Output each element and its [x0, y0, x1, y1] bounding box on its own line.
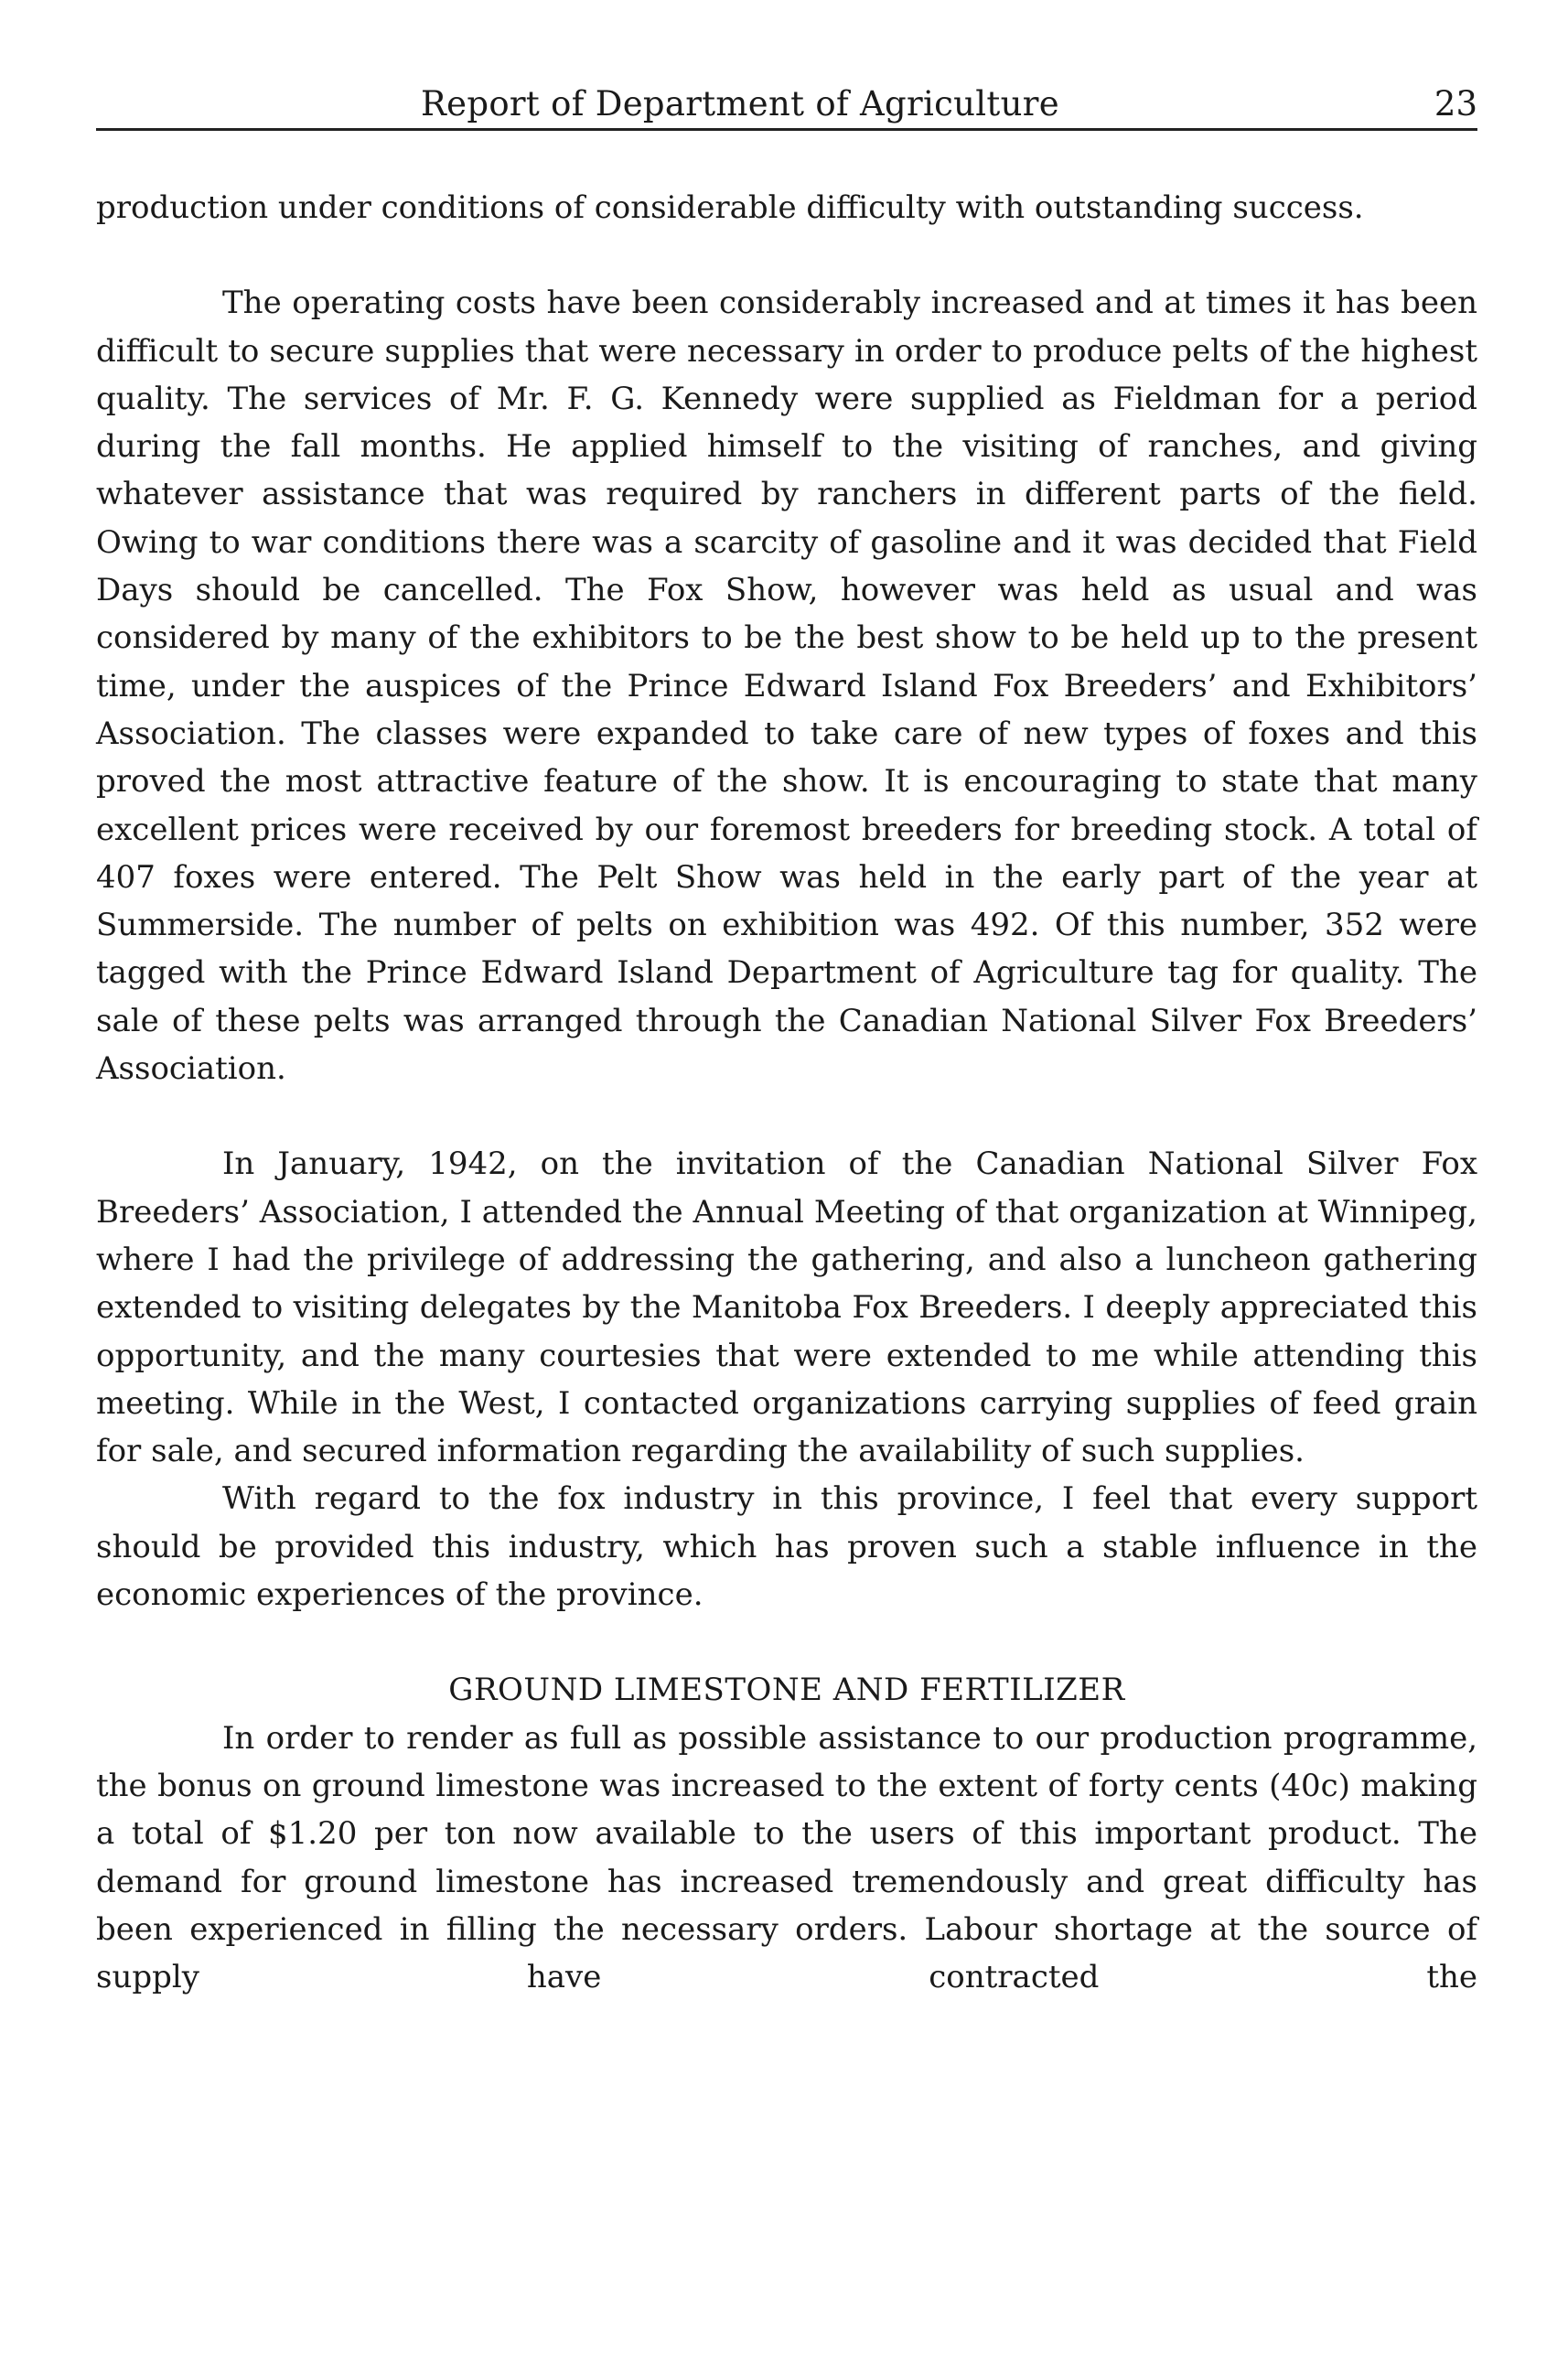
page-number: 23: [1434, 84, 1477, 124]
section-heading: GROUND LIMESTONE AND FERTILIZER: [448, 1672, 1125, 1709]
running-header-title: Report of Department of Agriculture: [421, 84, 1059, 124]
paragraph-continued: production under conditions of considerable difficulty with outstanding success.: [96, 189, 1364, 226]
body-text: [96, 184, 1477, 2001]
running-header: [96, 81, 1477, 131]
paragraph-limestone: In order to render as full as possible assistance to our production programme, the bonus on ground limestone was increased to the extent of forty cents (40c) making a total of $1.20 per ton now available to the users of this important product. The demand for ground limestone has increased tremendously and great difficulty has been experienced in filling the necessary orders. Labour shortage at the source of supply have contracted the: [96, 1719, 1477, 1996]
paragraph-winnipeg-meeting: In January, 1942, on the invitation of the Canadian National Silver Fox Breeders’ Association, I attended the Annual Meeting of that organization at Winnipeg, where I had the privilege of addressing the gathering, and also a luncheon gathering extended to visiting delegates by the Manitoba Fox Breeders. I deeply appreciated this opportunity, and the many courtesies that were extended to me while attending this meeting. While in the West, I contacted organizations carrying supplies of feed grain for sale, and secured information regarding the availability of such supplies.: [96, 1145, 1477, 1470]
paragraph-fox-industry-support: With regard to the fox industry in this province, I feel that every support should be provided this industry, which has proven such a stable influence in the economic experiences of the province.: [96, 1480, 1477, 1614]
page: [96, 81, 1477, 2001]
paragraph-fox-ranching: The operating costs have been considerably increased and at times it has been difficult to secure supplies that were necessary in order to produce pelts of the highest quality. The services of Mr. F. G. Kennedy were supplied as Fieldman for a period during the fall months. He applied himself to the visiting of ranches, and giving whatever assistance that was required by ranchers in different parts of the field. Owing to war conditions there was a scarcity of gasoline and it was decided that Field Days should be cancelled. The Fox Show, however was held as usual and was considered by many of the exhibitors to be the best show to be held up to the present time, under the auspices of the Prince Edward Island Fox Breeders’ and Exhibitors’ Association. The classes were expanded to take care of new types of foxes and this proved the most attractive feature of the show. It is encouraging to state that many excellent prices were received by our foremost breeders for breeding stock. A total of 407 foxes were entered. The Pelt Show was held in the early part of the year at Summerside. The number of pelts on exhibition was 492. Of this number, 352 were tagged with the Prince Edward Island Department of Agriculture tag for quality. The sale of these pelts was arranged through the Canadian National Silver Fox Breeders’ Association.: [96, 285, 1477, 1088]
